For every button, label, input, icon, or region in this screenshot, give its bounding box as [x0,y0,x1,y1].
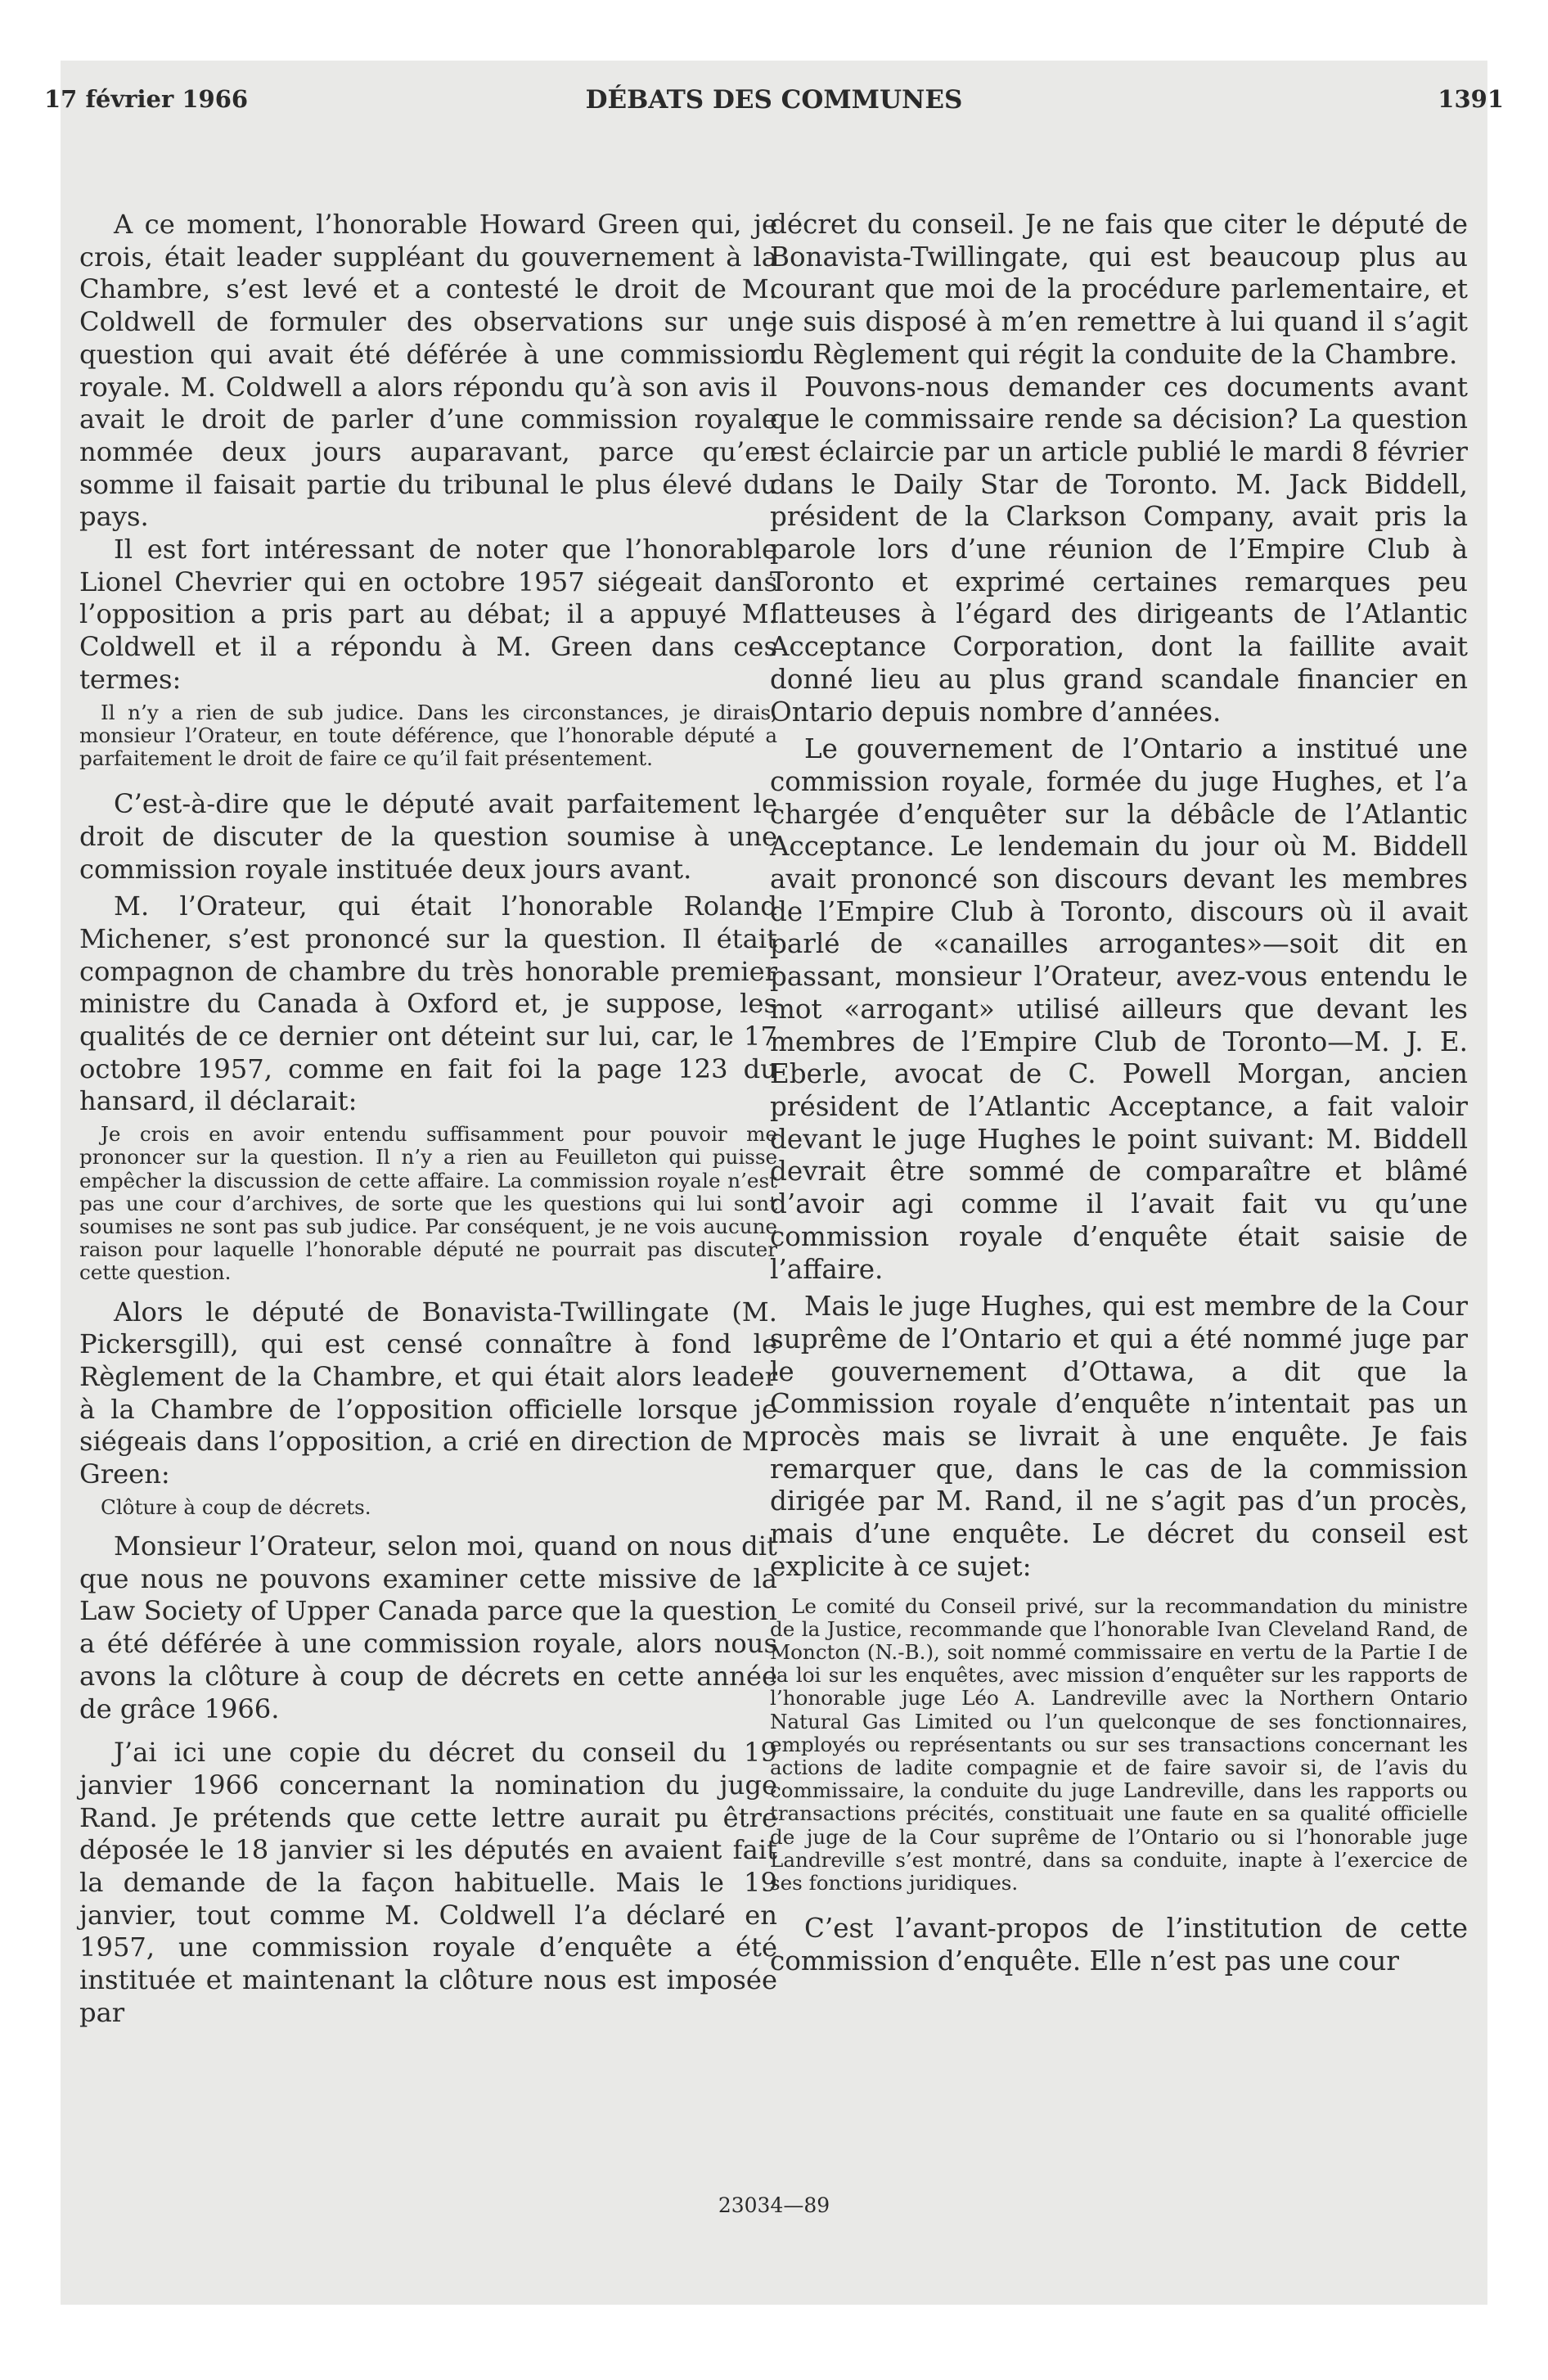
paragraph: Pouvons-nous demander ces documents avant que le commissaire rende sa décision? La question est éclaircie par un article publié le mardi 8 février dans le Daily Star de Toronto. M. Jack Biddell, président de la Clarkson Company, avait pris la parole lors d’une réunion de l’Empire Club à Toronto et exprimé certaines remarques peu flatteuses à l’égard des dirigeants de l’Atlantic Acceptance Corporation, dont la faillite avait donné lieu au plus grand scandale financier en Ontario depuis nombre d’années. [770,371,1468,728]
paragraph: J’ai ici une copie du décret du conseil du 19 janvier 1966 concernant la nomination du juge Rand. Je prétends que cette lettre aurait pu être déposée le 18 janvier si les députés en avaient fait la demande de la façon habituelle. Mais le 19 janvier, tout comme M. Coldwell l’a déclaré en 1957, une commission royale d’enquête a été instituée et maintenant la clôture nous est imposée par [79,1737,777,2028]
paragraph: Alors le député de Bonavista-Twillingate (M. Pickersgill), qui est censé connaître à fond le Règlement de la Chambre, et qui était alors leader à la Chambre de l’opposition officielle lorsque je siégeais dans l’opposition, a crié en direction de M. Green: [79,1296,777,1490]
page-footer-number: 23034—89 [718,2193,830,2217]
block-quote: Il n’y a rien de sub judice. Dans les circonstances, je dirais, monsieur l’Orateur, en toute déférence, que l’honorable député a parfaitement le droit de faire ce qu’il fait présentement. [79,700,777,770]
paragraph: C’est l’avant-propos de l’institution de cette commission d’enquête. Elle n’est pas une cour [770,1913,1468,1977]
paragraph: Le gouvernement de l’Ontario a institué une commission royale, formée du juge Hughes, et l’a chargée d’enquêter sur la débâcle de l’Atlantic Acceptance. Le lendemain du jour où M. Biddell avait prononcé son discours devant les membres de l’Empire Club à Toronto, discours où il avait parlé de «canailles arrogantes»—soit dit en passant, monsieur l’Orateur, avez-vous entendu le mot «arrogant» utilisé ailleurs que devant les membres de l’Empire Club de Toronto—M. J. E. Eberle, avocat de C. Powell Morgan, ancien président de l’Atlantic Acceptance, a fait valoir devant le juge Hughes le point suivant: M. Biddell devrait être sommé de comparaître et blâmé d’avoir agi comme il l’avait fait vu qu’une commission royale d’enquête était saisie de l’affaire. [770,733,1468,1285]
paragraph: décret du conseil. Je ne fais que citer le député de Bonavista-Twillingate, qui est beaucoup plus au courant que moi de la procédure parlementaire, et je suis disposé à m’en remettre à lui quand il s’agit du Règlement qui régit la conduite de la Chambre. [770,209,1468,370]
header-page-number: 1391 [1438,85,1504,113]
paragraph: Mais le juge Hughes, qui est membre de la Cour suprême de l’Ontario et qui a été nommé juge par le gouvernement d’Ottawa, a dit que la Commission royale d’enquête n’intentait pas un procès mais se livrait à une enquête. Je fais remarquer que, dans le cas de la commission dirigée par M. Rand, il ne s’agit pas d’un procès, mais d’une enquête. Le décret du conseil est explicite à ce sujet: [770,1291,1468,1582]
block-quote: Le comité du Conseil privé, sur la recommandation du ministre de la Justice, recommande que l’honorable Ivan Cleveland Rand, de Moncton (N.-B.), soit nommé commissaire en vertu de la Partie I de la loi sur les enquêtes, avec mission d’enquêter sur les rapports de l’honorable juge Léo A. Landreville avec la Northern Ontario Natural Gas Limited ou l’un quelconque de ses fonctionnaires, employés ou représentants ou sur ses transactions concernant les actions de ladite compagnie et de faire savoir si, de l’avis du commissaire, la conduite du juge Landreville, dans les rapports ou transactions précités, constituait une faute en sa qualité officielle de juge de la Cour suprême de l’Ontario ou si l’honorable juge Landreville s’est montré, dans sa conduite, inapte à l’exercice de ses fonctions juridiques. [770,1593,1468,1895]
paragraph: M. l’Orateur, qui était l’honorable Roland Michener, s’est prononcé sur la question. Il était compagnon de chambre du très honorable premier ministre du Canada à Oxford et, je suppose, les qualités de ce dernier ont déteint sur lui, car, le 17 octobre 1957, comme en fait foi la page 123 du hansard, il déclarait: [79,890,777,1117]
header-title: DÉBATS DES COMMUNES [585,85,963,115]
right-column [770,209,1468,1978]
paragraph: A ce moment, l’honorable Howard Green qui, je crois, était leader suppléant du gouvernement à la Chambre, s’est levé et a contesté le droit de M. Coldwell de formuler des observations sur une question qui avait été déférée à une commission royale. M. Coldwell a alors répondu qu’à son avis il avait le droit de parler d’une commission royale nommée deux jours auparavant, parce qu’en somme il faisait partie du tribunal le plus élevé du pays. [79,209,777,533]
page-header [44,85,1504,126]
paragraph: Il est fort intéressant de noter que l’honorable Lionel Chevrier qui en octobre 1957 siégeait dans l’opposition a pris part au débat; il a appuyé M. Coldwell et il a répondu à M. Green dans ces termes: [79,534,777,695]
block-quote: Clôture à coup de décrets. [101,1494,371,1519]
header-date: 17 février 1966 [44,85,249,113]
block-quote: Je crois en avoir entendu suffisamment pour pouvoir me prononcer sur la question. Il n’y a rien au Feuilleton qui puisse empêcher la discussion de cette affaire. La commission royale n’est pas une cour d’archives, de sorte que les questions qui lui sont soumises ne sont pas sub judice. Par conséquent, je ne vois aucune raison pour laquelle l’honorable député ne pourrait pas discuter cette question. [79,1122,777,1285]
left-column [79,209,777,2030]
paragraph: C’est-à-dire que le député avait parfaitement le droit de discuter de la question soumise à une commission royale instituée deux jours avant. [79,788,777,885]
paragraph: Monsieur l’Orateur, selon moi, quand on nous dit que nous ne pouvons examiner cette missive de la Law Society of Upper Canada parce que la question a été déférée à une commission royale, alors nous avons la clôture à coup de décrets en cette année de grâce 1966. [79,1530,777,1724]
